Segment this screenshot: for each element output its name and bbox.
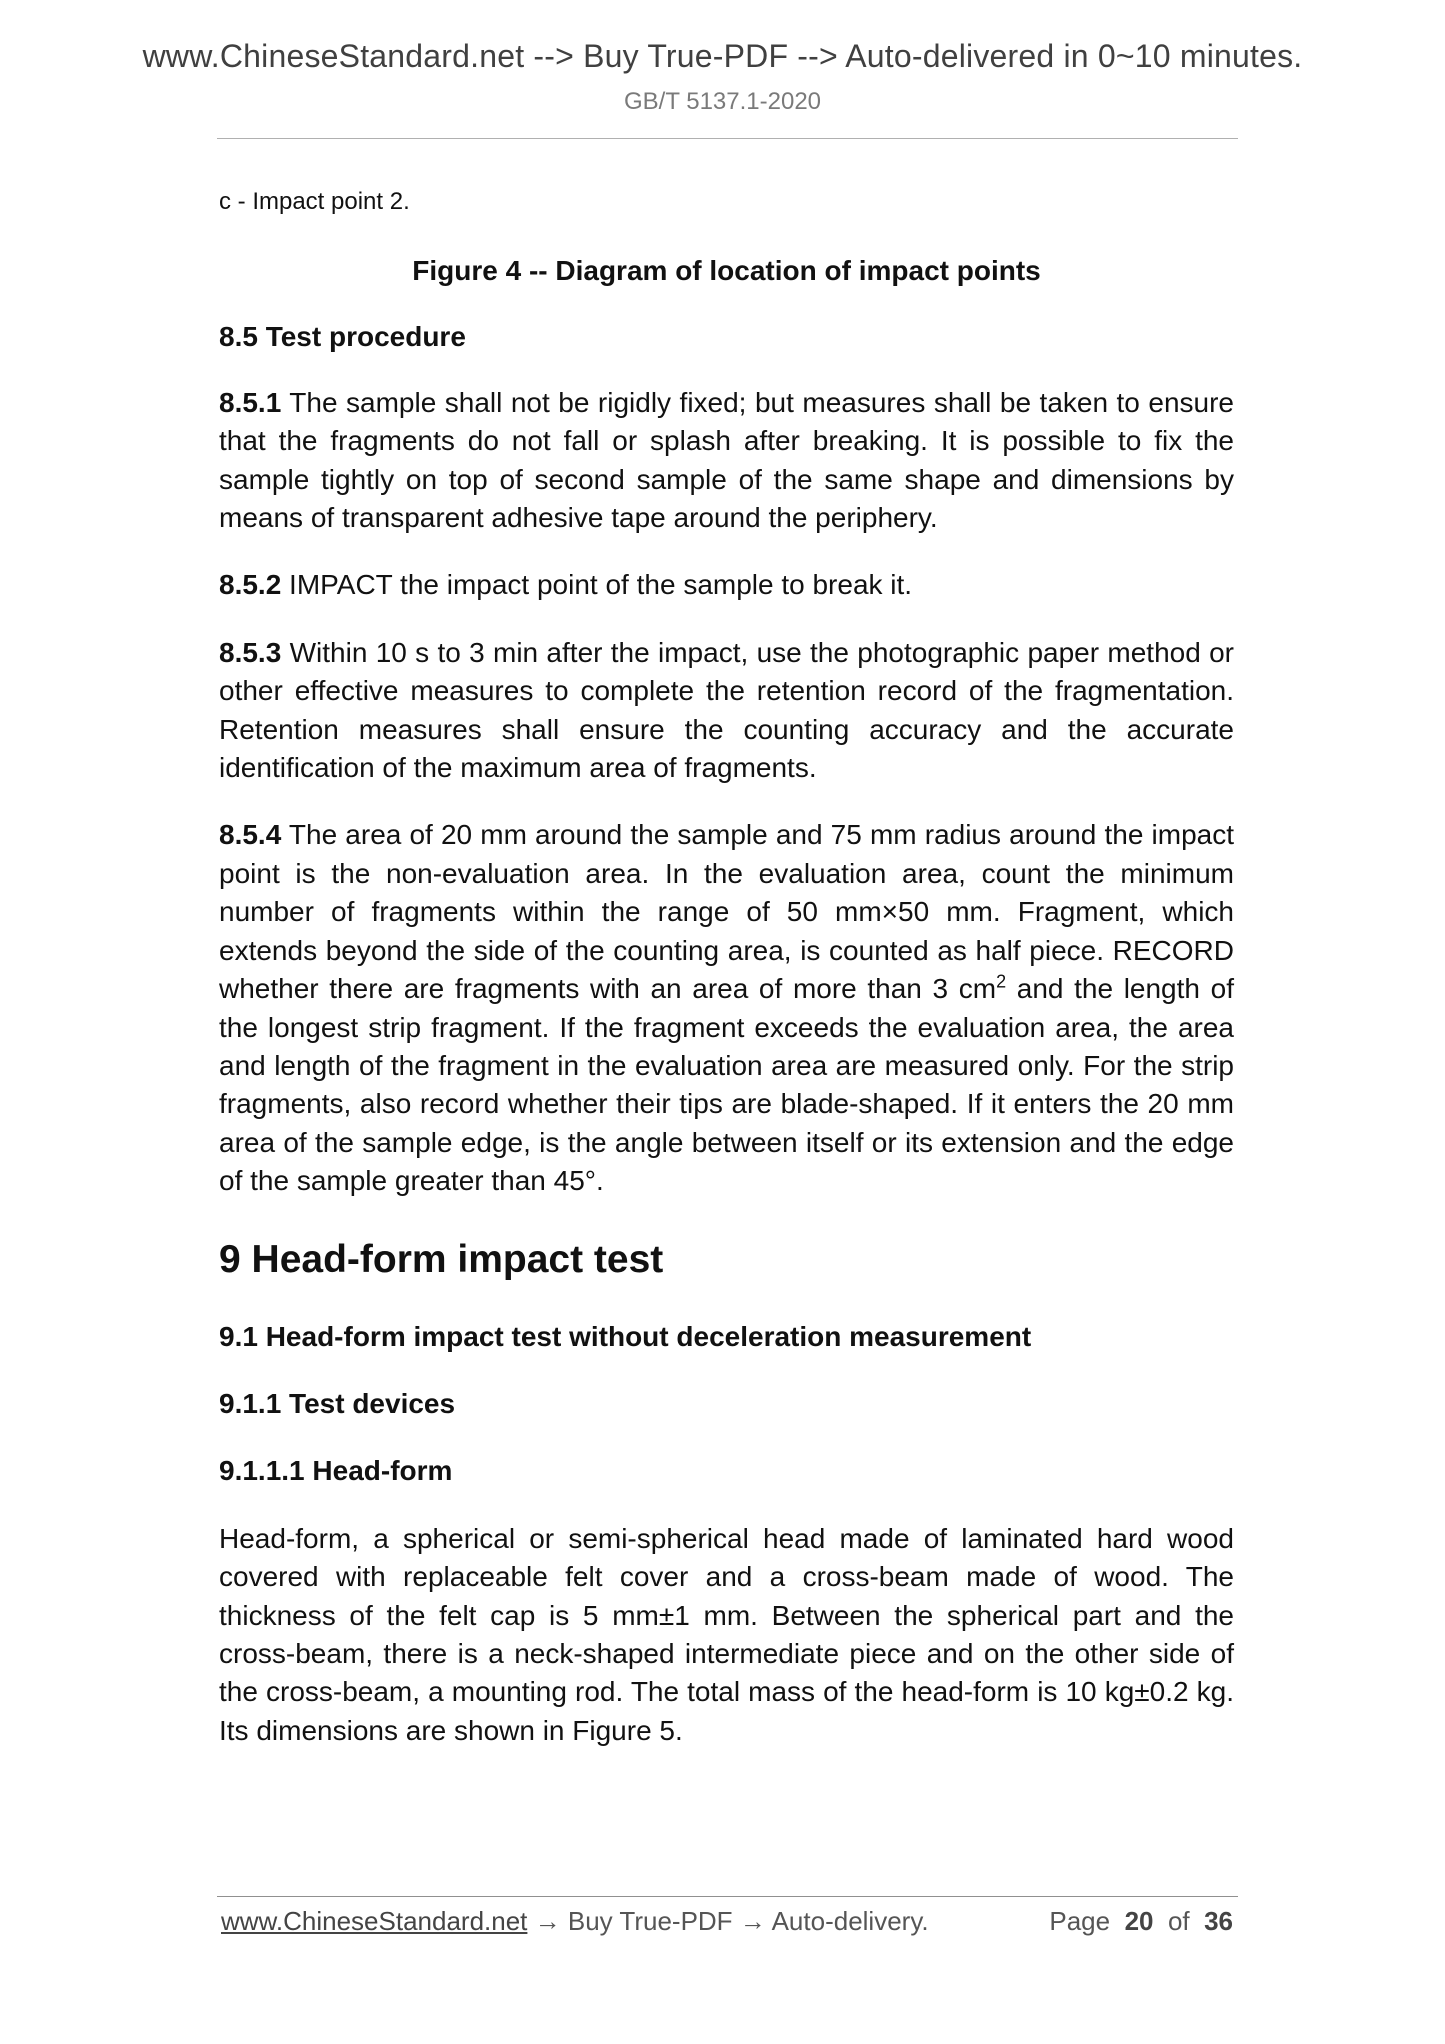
clause-text: IMPACT the impact point of the sample to break it.: [281, 569, 913, 601]
clause-number: 8.5.4: [219, 819, 282, 851]
footer-website-link[interactable]: www.ChineseStandard.net: [221, 1906, 528, 1936]
page-of: of: [1167, 1906, 1190, 1936]
section-heading-9-1-1: 9.1.1 Test devices: [219, 1387, 456, 1419]
page-footer: [221, 1903, 1236, 1939]
standard-number: GB/T 5137.1-2020: [623, 88, 822, 115]
section-heading-9: 9 Head-form impact test: [219, 1237, 664, 1281]
clause-number: 8.5.1: [219, 386, 282, 418]
page-total: 36: [1204, 1906, 1233, 1936]
section-heading-9-1: 9.1 Head-form impact test without deceleration measurement: [219, 1320, 1032, 1352]
clause-number: 8.5.2: [219, 569, 282, 601]
clause-text-continued: and the length of the longest strip fragment. If the fragment exceeds the evaluation area, the area and length of the fragment in the evaluation area are measured only. For the strip fragments, also record whether their tips are blade-shaped. If it enters the 20 mm area of the sample edge, is the angle between itself or its extension and the edge of the sample greater than 45°.: [219, 973, 1234, 1197]
page-current: 20: [1124, 1906, 1154, 1936]
document-body: [219, 187, 1234, 1750]
clause-number: 8.5.3: [219, 636, 282, 668]
top-banner: www.ChineseStandard.net --> Buy True-PDF --> Auto-delivered in 0~10 minutes.: [142, 38, 1303, 74]
superscript-exponent: 2: [996, 971, 1007, 992]
clause-text: Within 10 s to 3 min after the impact, use the photographic paper method or other effective measures to complete the retention record of the fragmentation. Retention measures shall ensure the counting accuracy and the accurate identification of the maximum area of fragments.: [219, 636, 1234, 784]
paragraph-8-5-1: [219, 384, 1234, 538]
arrow-icon: →: [732, 1906, 772, 1936]
paragraph-8-5-3: [219, 634, 1234, 788]
figure-note: c - Impact point 2.: [219, 188, 410, 215]
footer-divider: [217, 1896, 1238, 1897]
clause-text: The sample shall not be rigidly fixed; but measures shall be taken to ensure that the fragments do not fall or splash after breaking. It is possible to fix the sample tightly on top of second sample of the same shape and dimensions by means of transparent adhesive tape around the periphery.: [219, 386, 1234, 534]
header-divider: [217, 138, 1238, 139]
paragraph-8-5-4: [219, 816, 1234, 1200]
clause-text: The area of 20 mm around the sample and 75 mm radius around the impact point is the non-evaluation area. In the evaluation area, count the minimum number of fragments within the range of 50 mm×50 mm. Fragment, which extends beyond the side of the counting area, is counted as half piece. RECORD whether there are fragments with an area of more than 3 cm: [219, 819, 1234, 1005]
paragraph-8-5-2: [219, 566, 1234, 604]
page-label: Page: [1049, 1906, 1111, 1936]
section-heading-8-5: 8.5 Test procedure: [219, 321, 466, 353]
arrow-icon: →: [527, 1906, 568, 1936]
section-heading-9-1-1-1: 9.1.1.1 Head-form: [219, 1455, 453, 1487]
figure-caption: Figure 4 -- Diagram of location of impact points: [412, 255, 1041, 286]
paragraph-head-form: Head-form, a spherical or semi-spherical head made of laminated hard wood covered with replaceable felt cover and a cross-beam made of wood. The thickness of the felt cap is 5 mm±1 mm. Between the spherical part and the cross-beam, there is a neck-shaped intermediate piece and on the other side of the cross-beam, a mounting rod. The total mass of the head-form is 10 kg±0.2 kg. Its dimensions are shown in Figure 5.: [219, 1522, 1234, 1746]
page-indicator: [1049, 1903, 1233, 1939]
footer-auto-text: Auto-delivery.: [771, 1906, 929, 1936]
footer-buy-text: Buy True-PDF: [567, 1906, 733, 1936]
